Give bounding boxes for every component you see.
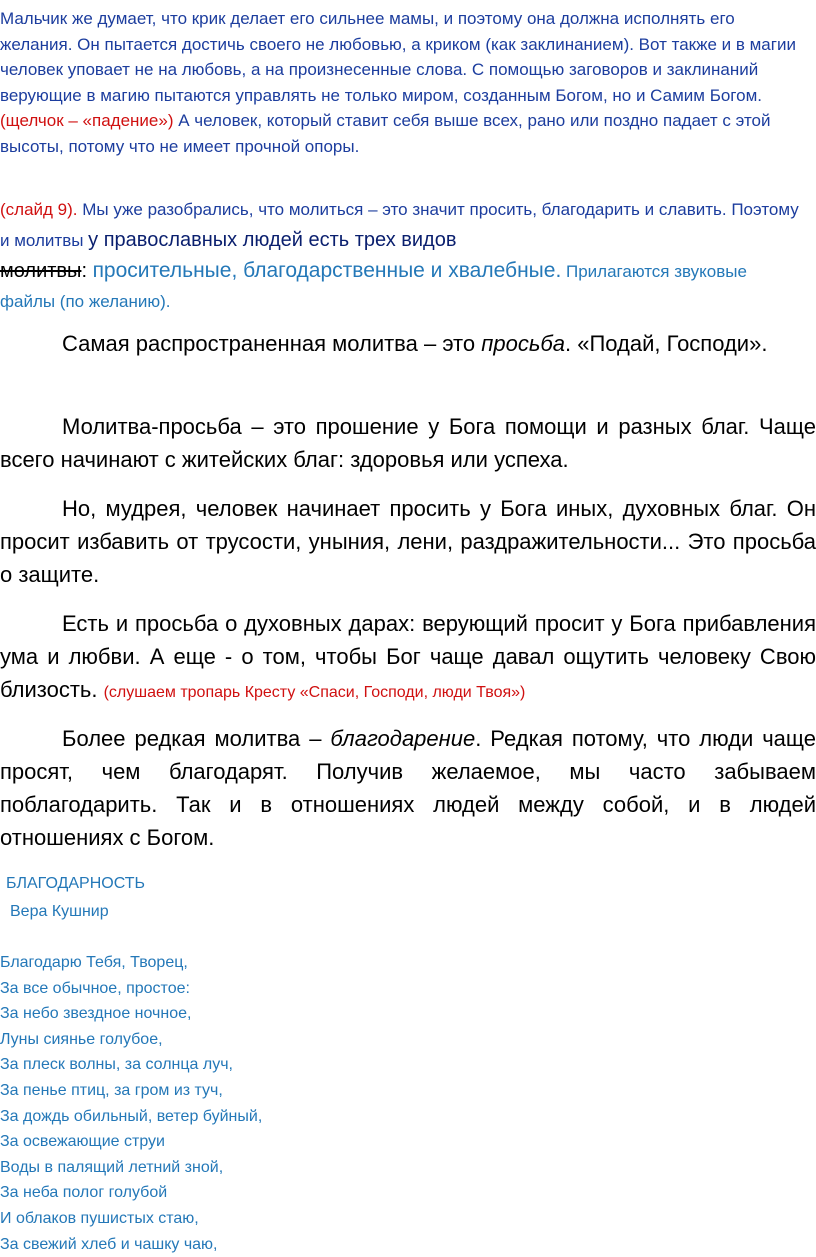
audio-files-note: Прилагаются звуковые файлы (по желанию). — [0, 262, 747, 311]
p1-text: Самая распространенная молитва – это — [62, 331, 482, 356]
paragraph-spiritual-gifts — [0, 607, 816, 709]
poem-author: Вера Кушнир — [10, 903, 109, 920]
struck-word: молитвы — [0, 260, 82, 282]
poem-line: За пенье птиц, за гром из туч, — [0, 1081, 223, 1099]
p4-text: Есть и просьба о духовных дарах: верующий просит у Бога прибавления ума и любви. А еще - о том, чтобы Бог чаще давал ощутить человеку Свою близость. — [0, 611, 816, 702]
p1-text-end: . «Подай, Господи». — [565, 331, 768, 356]
paragraph-request-definition: Молитва-просьба – это прошение у Бога помощи и разных благ. Чаще всего начинают с житейских благ: здоровья или успеха. — [0, 414, 816, 472]
poem-title: БЛАГОДАРНОСТЬ — [6, 875, 146, 892]
p5-text-end: . Редкая потому, что люди чаще просят, чем благодарят. Получив желаемое, мы часто забываем поблагодарить. Так и в отношениях людей между собой, и в людей отношениях с Богом. — [0, 726, 816, 850]
intro-text-2: А человек, который ставит себя выше всех, рано или поздно падает с этой высоты, потому что не имеет прочной опоры. — [0, 111, 771, 156]
poem-line: И облаков пушистых стаю, — [0, 1209, 199, 1227]
prayer-types: просительные, благодарственные и хвалебные. — [92, 259, 562, 282]
paragraph-thanksgiving — [0, 722, 816, 854]
paragraph-spiritual-goods: Но, мудрея, человек начинает просить у Бога иных, духовных благ. Он просит избавить от трусости, уныния, лени, раздражительности... Это просьба о защите. — [0, 496, 816, 587]
slide-9-paragraph — [0, 195, 800, 317]
slide-9-text: Мы уже разобрались, что молиться – это значит просить, благодарить и славить. Поэтому и молитвы — [0, 200, 799, 250]
paragraph-request — [0, 327, 816, 360]
slide-9-label: (слайд 9). — [0, 200, 78, 219]
p1-emphasis: просьба — [481, 331, 566, 356]
intro-paragraph — [0, 6, 800, 160]
colon: : — [81, 260, 93, 282]
poem-lines — [0, 950, 500, 1257]
p5-text: Более редкая молитва – — [62, 726, 331, 751]
poem-line: За неба полог голубой — [0, 1184, 168, 1202]
poem-line: За дождь обильный, ветер буйный, — [0, 1107, 263, 1125]
poem-line: За свежий хлеб и чашку чаю, — [0, 1235, 218, 1253]
poem-line: Воды в палящий летний зной, — [0, 1158, 224, 1176]
poem-line: За все обычное, простое: — [0, 979, 190, 997]
poem-line: За плеск волны, за солнца луч, — [0, 1056, 233, 1074]
poem-line: За освежающие струи — [0, 1133, 165, 1151]
poem-line: За небо звездное ночное, — [0, 1005, 192, 1023]
poem-line: Благодарю Тебя, Творец, — [0, 954, 188, 971]
troparion-note: (слушаем тропарь Кресту «Спаси, Господи, люди Твоя») — [103, 684, 526, 701]
p5-emphasis: благодарение — [330, 726, 476, 751]
intro-text: Мальчик же думает, что крик делает его сильнее мамы, и поэтому она должна исполнять его желания. Он пытается достичь своего не любовью, а криком (как заклинанием). Вот также и в магии человек уповает не на любовь, а на произнесенные слова. С помощью заговоров и заклинаний верующие в магию пытаются управлять не только миром, созданным Богом, но и Самим Богом. — [0, 9, 796, 105]
click-note: (щелчок – «падение») — [0, 111, 174, 131]
poem-line: Луны сиянье голубое, — [0, 1030, 163, 1048]
prayer-kinds-intro: у православных людей есть трех видов — [88, 229, 457, 251]
